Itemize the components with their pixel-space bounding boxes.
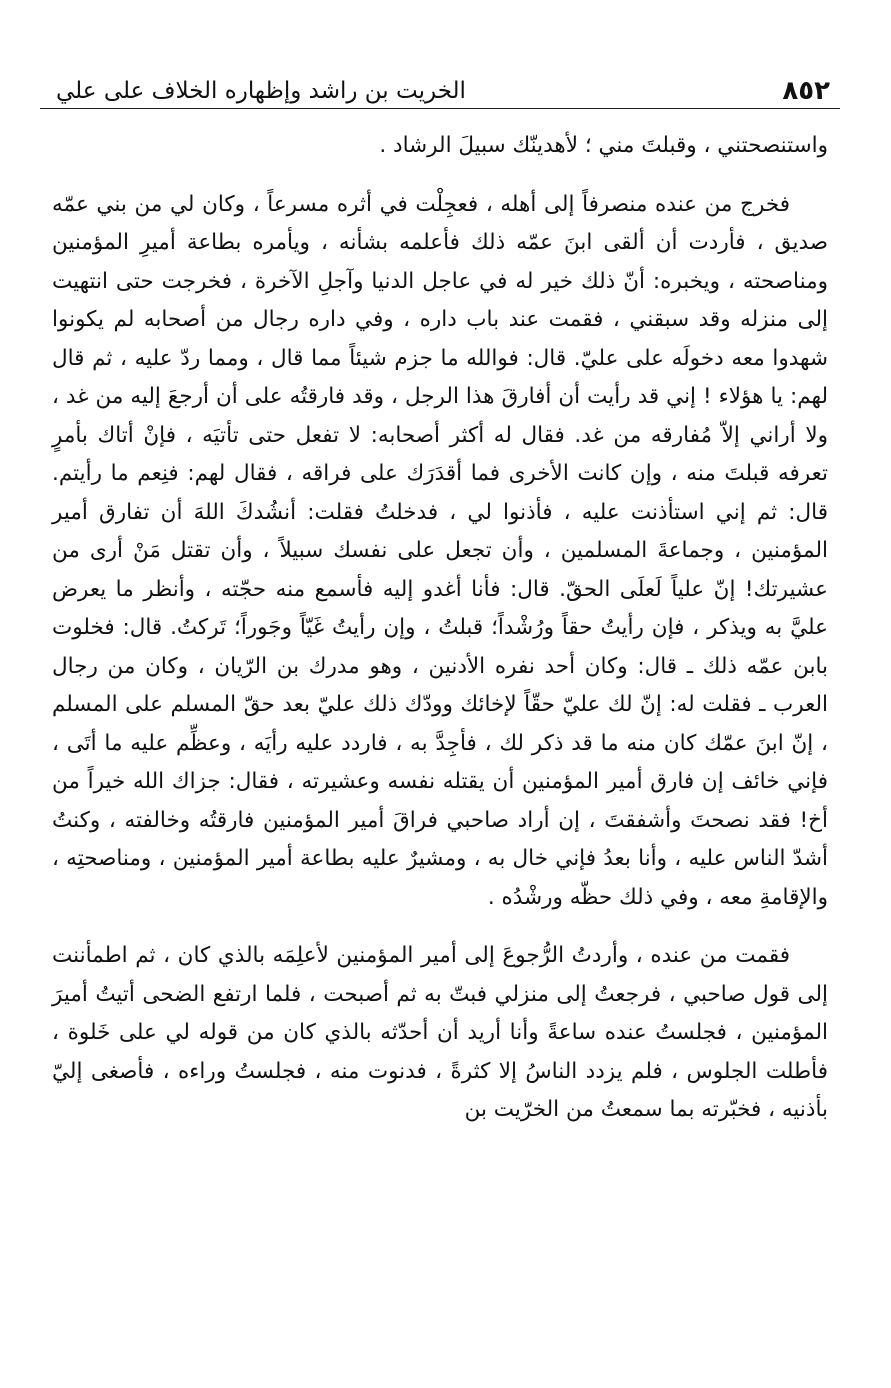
- page-number: ٨٥٢: [782, 76, 830, 106]
- book-page: [40, 72, 840, 1130]
- running-title: الخريت بن راشد وإظهاره الخلاف على علي: [56, 78, 466, 104]
- paragraph-main: فخرج من عنده منصرفاً إلى أهله ، فعجِلْت في أثره مسرعاً ، وكان لي من بني عمّه صديق ، فأردت أن ألقى ابنَ عمّه ذلك فأعلمه بشأنه ، ويأمره بطاعة أميرِ المؤمنين ومناصحته ، ويخبره: أنّ ذلك خير له في عاجل الدنيا وآجلِ الآخرة ، فخرجت حتى انتهيت إلى منزله وقد سبقني ، فقمت عند باب داره ، وفي داره رجال من أصحابه لم يكونوا شهدوا معه دخولَه على عليّ. قال: فوالله ما جزم شيئاً مما قال ، ومما ردّ عليه ، ثم قال لهم: يا هؤلاء ! إني قد رأيت أن أفارقَ هذا الرجل ، وقد فارقتُه على أن أرجعَ إليه من غد ، ولا أراني إلاّ مُفارقه من غد. فقال له أكثر أصحابه: لا تفعل حتى تأتيَه ، فإنْ أتاك بأمرٍ تعرفه قبلتَ منه ، وإن كانت الأخرى فما أقدَرَك على فراقه ، فقال لهم: فنِعم ما رأيتم. قال: ثم إني استأذنت عليه ، فأذنوا لي ، فدخلتُ فقلت: أنشُدكَ اللهَ أن تفارق أمير المؤمنين ، وجماعةَ المسلمين ، وأن تجعل على نفسك سبيلاً ، وأن تقتل مَنْ أرى من عشيرتك! إنّ علياً لَعلَى الحقّ. قال: فأنا أغدو إليه فأسمع منه حجّته ، وأنظر ما يعرض عليَّ به ويذكر ، فإن رأيتُ حقاً ورُشْداً؛ قبلتُ ، وإن رأيتُ غَيّاً وجَوراً؛ تَركتُ. قال: فخلوت بابن عمّه ذلك ـ قال: وكان أحد نفره الأدنين ، وهو مدرك بن الرّيان ، وكان من رجال العرب ـ فقلت له: إنّ لك عليّ حقّاً لإخائك وودّك ذلك عليّ بعد حقّ المسلم على المسلم ، إنّ ابنَ عمّك كان منه ما قد ذكر لك ، فأجِدَّ به ، فاردد عليه رأيَه ، وعظِّم عليه ما أتَى ، فإني خائف إن فارق أمير المؤمنين أن يقتله نفسه وعشيرته ، فقال: جزاك الله خيراً من أخ! فقد نصحتَ وأشفقتَ ، إن أراد صاحبي فراقَ أمير المؤمنين فارقتُه وخالفته ، وكنتُ أشدّ الناس عليه ، وأنا بعدُ فإني خال به ، ومشيرٌ عليه بطاعة أمير المؤمنين ، ومناصحتِه ، والإقامةِ معه ، وفي ذلك حظّه ورشْدُه .: [52, 191, 828, 910]
- page-header: [40, 72, 840, 109]
- body-text: [40, 127, 840, 1130]
- paragraph-continuation: واستنصحتني ، وقبلتَ مني ؛ لأهدينّك سبيلَ الرشاد .: [379, 133, 828, 158]
- paragraph-final: فقمت من عنده ، وأردتُ الرُّجوعَ إلى أمير المؤمنين لأعلِمَه بالذي كان ، ثم اطمأننت إلى قول صاحبي ، فرجعتُ إلى منزلي فبتّ به ثم أصبحت ، فلما ارتفع الضحى أتيتُ أميرَ المؤمنين ، فجلستُ عنده ساعةً وأنا أريد أن أحدّثه بالذي كان من قوله لي على خَلوة ، فأطلت الجلوس ، فلم يزدد الناسُ إلا كثرةً ، فدنوت منه ، فجلستُ وراءه ، فأصغى إليّ بأذنيه ، فخبّرته بما سمعتُ من الخرّيت بن: [52, 943, 828, 1122]
